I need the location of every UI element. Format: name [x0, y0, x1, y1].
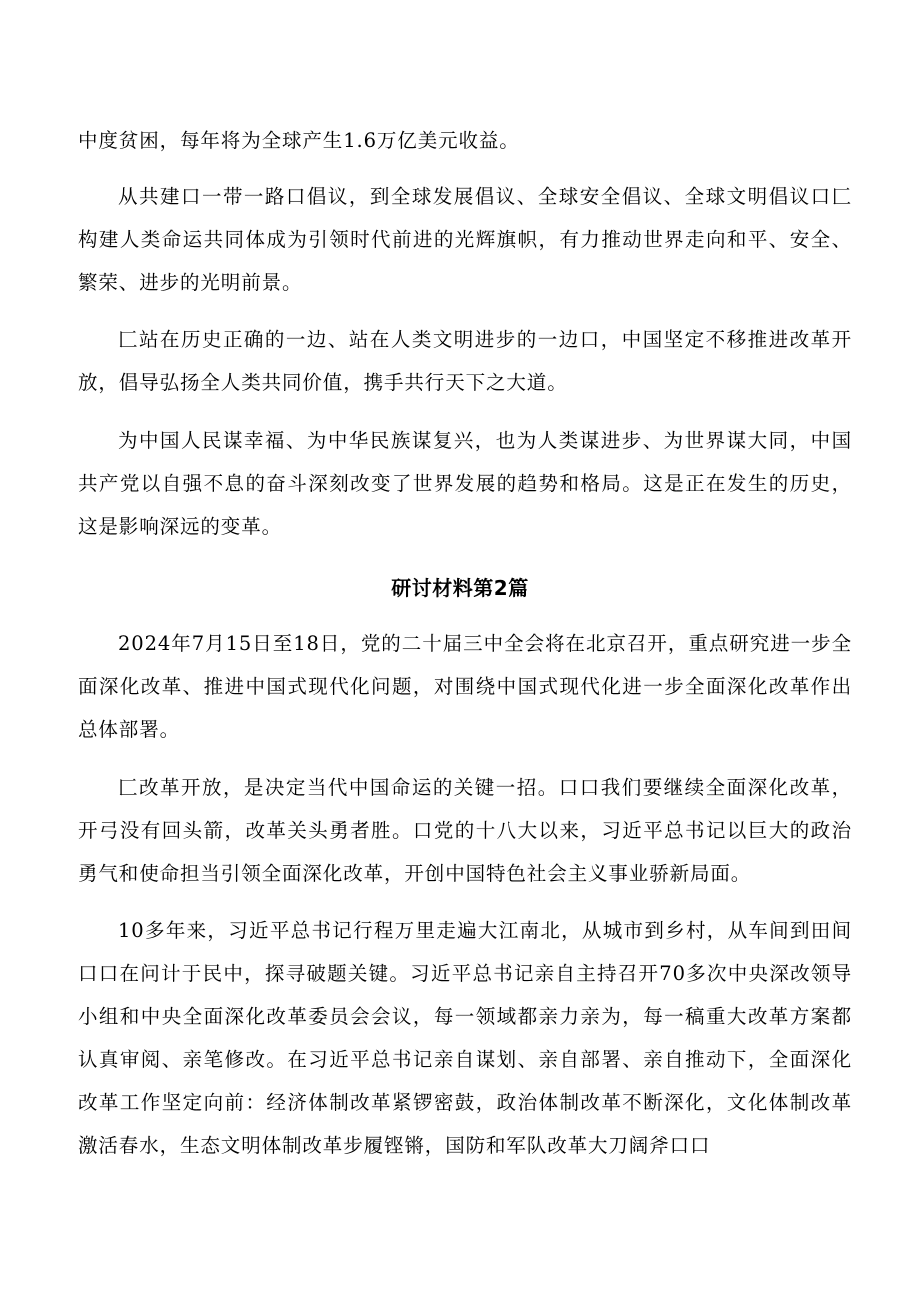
paragraph-reform-opening: 匚改革开放，是决定当代中国命运的关键一招。口口我们要继续全面深化改革，开弓没有回头箭，改革关头勇者胜。口党的十八大以来，习近平总书记以巨大的政治勇气和使命担当引领全面深化改革，开创中国特色社会主义事业骄新局面。	[78, 776, 852, 885]
paragraph-continuation: 中度贫困，每年将为全球产生1.6万亿美元收益。	[78, 129, 520, 152]
section-title: 研讨材料第2篇	[391, 576, 529, 600]
paragraph-plenary-session: 2024年7月15日至18日，党的二十届三中全会将在北京召开，重点研究进一步全面深化改革、推进中国式现代化问题，对围绕中国式现代化进一步全面深化改革作出总体部署。	[78, 632, 852, 741]
paragraph-initiatives: 从共建口一带一路口倡议，到全球发展倡议、全球安全倡议、全球文明倡议口匚构建人类命运共同体成为引领时代前进的光辉旗帜，有力推动世界走向和平、安全、繁荣、进步的光明前景。	[78, 185, 852, 294]
paragraph-world-development: 为中国人民谋幸福、为中华民族谋复兴，也为人类谋进步、为世界谋大同，中国共产党以自强不息的奋斗深刻改变了世界发展的趋势和格局。这是正在发生的历史，这是影响深远的变革。	[78, 429, 852, 538]
paragraph-ten-years: 10多年来，习近平总书记行程万里走遍大江南北，从城市到乡村，从车间到田间口口在问计于民中，探寻破题关键。习近平总书记亲自主持召开70多次中央深改领导小组和中央全面深化改革委员会会议，每一领域都亲力亲为，每一稿重大改革方案都认真审阅、亲笔修改。在习近平总书记亲自谋划、亲自部署、亲自推动下，全面深化改革工作坚定向前：经济体制改革紧锣密鼓，政治体制改革不断深化，文化体制改革激活春水，生态文明体制改革步履铿锵，国防和军队改革大刀阔斧口口	[78, 919, 852, 1157]
paragraph-history-side: 匚站在历史正确的一边、站在人类文明进步的一边口，中国坚定不移推进改革开放，倡导弘扬全人类共同价值，携手共行天下之大道。	[78, 328, 852, 394]
